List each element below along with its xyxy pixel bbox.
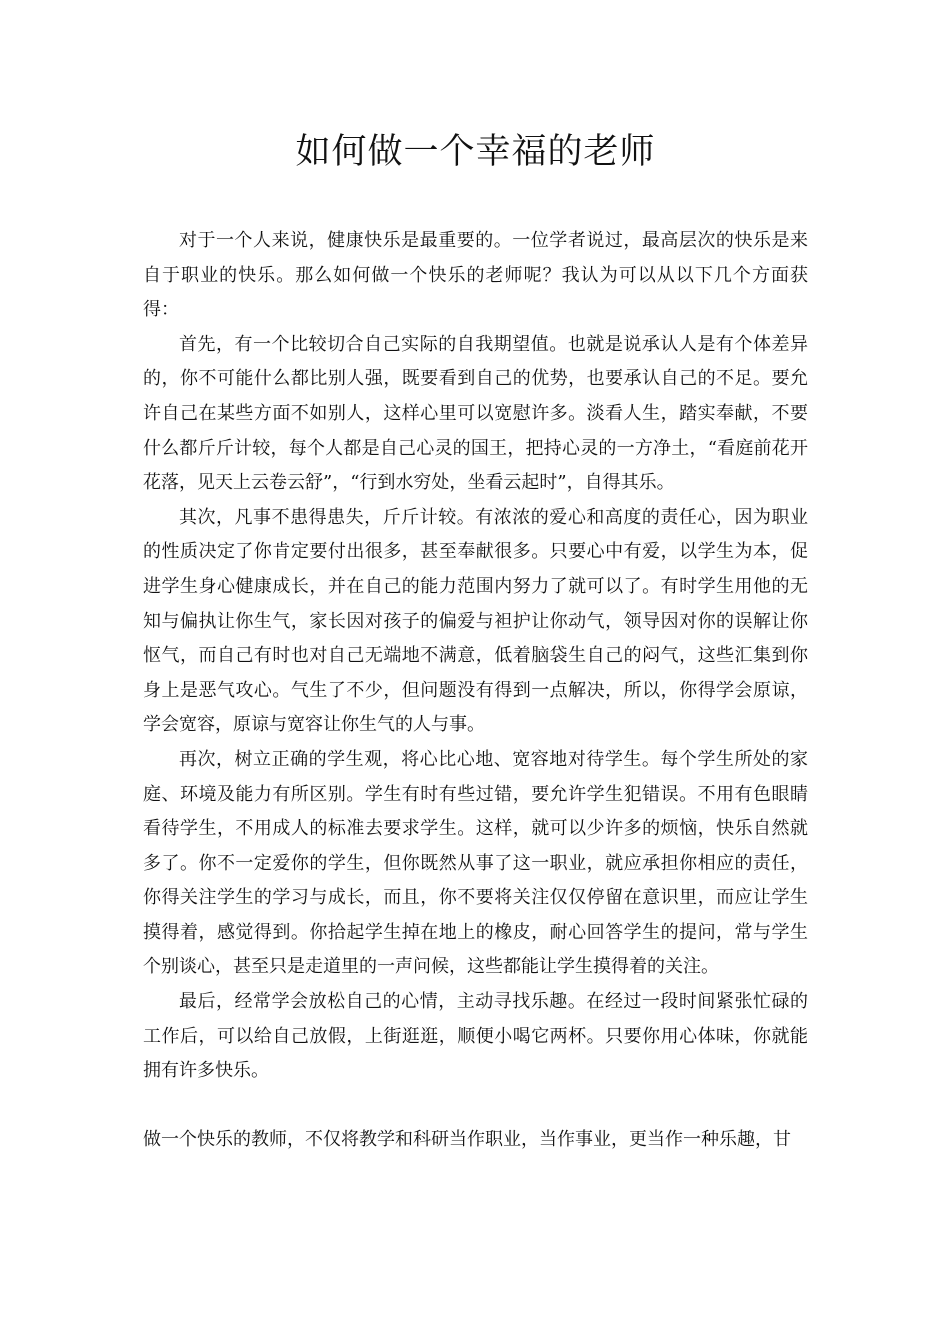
document-title: 如何做一个幸福的老师 <box>295 132 656 172</box>
document-body <box>143 224 808 1157</box>
paragraph-intro: 对于一个人来说，健康快乐是最重要的。一位学者说过，最高层次的快乐是来自于职业的快乐。那么如何做一个快乐的老师呢？我认为可以从以下几个方面获得： <box>143 230 808 321</box>
paragraph-conclusion: 做一个快乐的教师，不仅将教学和科研当作职业，当作事业，更当作一种乐趣，甘 <box>143 1128 791 1150</box>
paragraph-last: 最后，经常学会放松自己的心情，主动寻找乐趣。在经过一段时间紧张忙碌的工作后，可以给自己放假，上街逛逛，顺便小喝它两杯。只要你用心体味，你就能拥有许多快乐。 <box>143 991 808 1082</box>
paragraph-second: 其次，凡事不患得患失，斤斤计较。有浓浓的爱心和高度的责任心，因为职业的性质决定了你肯定要付出很多，甚至奉献很多。只要心中有爱，以学生为本，促进学生身心健康成长，并在自己的能力范围内努力了就可以了。有时学生用他的无知与偏执让你生气，家长因对孩子的偏爱与袒护让你动气，领导因对你的误解让你怄气，而自己有时也对自己无端地不满意，低着脑袋生自己的闷气，这些汇集到你身上是恶气攻心。气生了不少，但问题没有得到一点解决，所以，你得学会原谅，学会宽容，原谅与宽容让你生气的人与事。 <box>143 506 808 736</box>
paragraph-third: 再次，树立正确的学生观，将心比心地、宽容地对待学生。每个学生所处的家庭、环境及能力有所区别。学生有时有些过错，要允许学生犯错误。不用有色眼睛看待学生，不用成人的标准去要求学生。这样，就可以少许多的烦恼，快乐自然就多了。你不一定爱你的学生，但你既然从事了这一职业，就应承担你相应的责任，你得关注学生的学习与成长，而且，你不要将关注仅仅停留在意识里，而应让学生摸得着，感觉得到。你拾起学生掉在地上的橡皮，耐心回答学生的提问，常与学生个别谈心，甚至只是走道里的一声问候，这些都能让学生摸得着的关注。 <box>143 748 808 978</box>
paragraph-first: 首先，有一个比较切合自己实际的自我期望值。也就是说承认人是有个体差异的，你不可能什么都比别人强，既要看到自己的优势，也要承认自己的不足。要允许自己在某些方面不如别人，这样心里可以宽慰许多。淡看人生，踏实奉献，不要什么都斤斤计较，每个人都是自己心灵的国王，把持心灵的一方净土，“看庭前花开花落，见天上云卷云舒”，“行到水穷处，坐看云起时”，自得其乐。 <box>143 333 808 494</box>
